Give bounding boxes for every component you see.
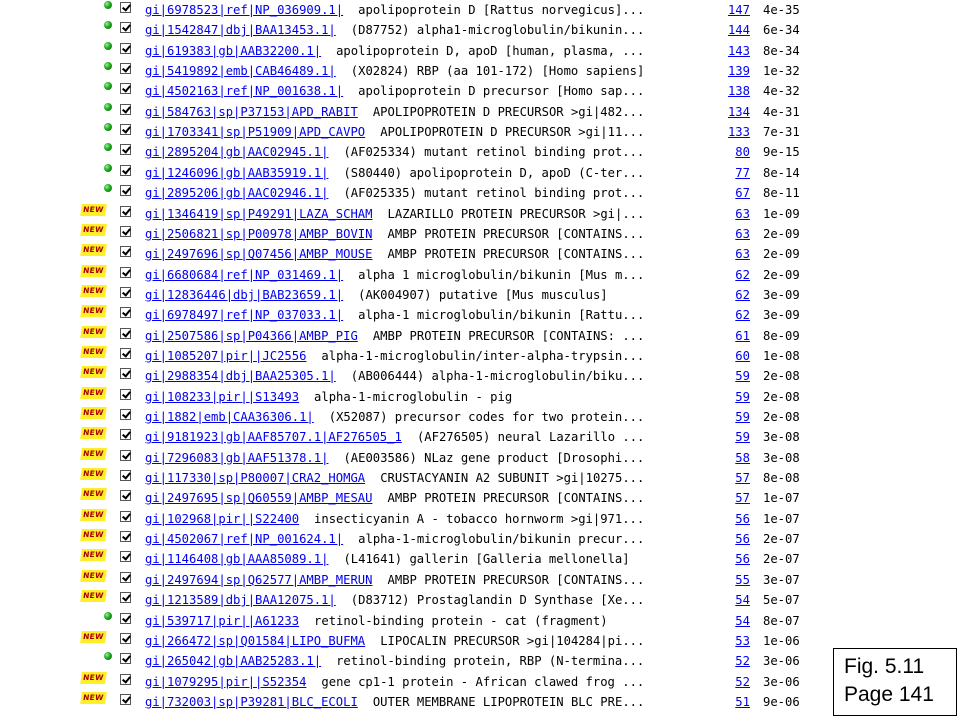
evalue: 2e-08	[763, 389, 800, 404]
new-badge	[80, 509, 120, 529]
sequence-id-link[interactable]: gi|6680684|ref|NP_031469.1|	[145, 267, 344, 282]
sequence-id-link[interactable]: gi|2497696|sp|Q07456|AMBP_MOUSE	[145, 247, 373, 262]
hit-description: APOLIPOPROTEIN D PRECURSOR >gi|482...	[372, 104, 645, 119]
select-checkbox[interactable]	[120, 307, 131, 318]
evalue: 9e-15	[763, 145, 800, 160]
table-row	[80, 672, 820, 692]
new-badge	[80, 326, 120, 346]
select-checkbox[interactable]	[120, 490, 131, 501]
green-dot-icon	[104, 652, 112, 660]
new-badge	[80, 672, 120, 692]
score-link[interactable]: 80	[735, 145, 750, 160]
table-row	[80, 346, 820, 366]
evalue: 2e-07	[763, 532, 800, 547]
select-checkbox[interactable]	[120, 551, 131, 562]
new-label: NEW	[80, 305, 106, 317]
evalue: 2e-07	[763, 552, 800, 567]
sequence-id-link[interactable]: gi|1085207|pir||JC2556	[145, 348, 307, 363]
hit-description: LAZARILLO PROTEIN PRECURSOR >gi|...	[387, 206, 645, 221]
sequence-id-link[interactable]: gi|2497694|sp|Q62577|AMBP_MERUN	[145, 572, 373, 587]
new-label: NEW	[80, 285, 106, 297]
sequence-id-link[interactable]: gi|2988354|dbj|BAA25305.1|	[145, 369, 336, 384]
new-label: NEW	[80, 672, 106, 684]
table-row	[80, 285, 820, 305]
score-link[interactable]: 59	[735, 430, 750, 445]
hit-description: (AF025335) mutant retinol binding prot...	[343, 186, 645, 201]
table-row	[80, 651, 820, 671]
sequence-id-link[interactable]: gi|1146408|gb|AAA85089.1|	[145, 552, 329, 567]
evalue: 8e-34	[763, 43, 800, 58]
new-badge	[80, 590, 120, 610]
table-row	[80, 448, 820, 468]
new-label: NEW	[80, 692, 106, 704]
hit-description: alpha-1-microglobulin/inter-alpha-trypsin...	[321, 348, 645, 363]
table-row	[80, 61, 820, 81]
linkout-dot-icon	[80, 20, 120, 40]
evalue: 2e-09	[763, 226, 800, 241]
new-badge	[80, 529, 120, 549]
new-label: NEW	[80, 326, 106, 338]
sequence-id-link[interactable]: gi|4502067|ref|NP_001624.1|	[145, 532, 344, 547]
select-checkbox[interactable]	[120, 63, 131, 74]
figure-caption	[833, 648, 957, 716]
score-link[interactable]: 55	[735, 572, 750, 587]
select-checkbox[interactable]	[120, 694, 131, 705]
figure-number: Fig. 5.11	[844, 655, 925, 678]
evalue: 1e-08	[763, 348, 800, 363]
page-number: Page 141	[844, 683, 934, 706]
sequence-id-link[interactable]: gi|9181923|gb|AAF85707.1|AF276505_1	[145, 430, 402, 445]
select-checkbox[interactable]	[120, 470, 131, 481]
new-badge	[80, 448, 120, 468]
green-dot-icon	[104, 123, 112, 131]
table-row	[80, 20, 820, 40]
hit-description: (D87752) alpha1-microglobulin/bikunin...	[350, 23, 645, 38]
score-link[interactable]: 62	[735, 267, 750, 282]
evalue: 8e-14	[763, 165, 800, 180]
select-checkbox[interactable]	[120, 83, 131, 94]
hit-description: (X02824) RBP (aa 101-172) [Homo sapiens]	[350, 64, 645, 79]
score-link[interactable]: 139	[727, 64, 750, 79]
new-badge	[80, 265, 120, 285]
select-checkbox[interactable]	[120, 572, 131, 583]
select-checkbox[interactable]	[120, 531, 131, 542]
sequence-id-link[interactable]: gi|1346419|sp|P49291|LAZA_SCHAM	[145, 206, 373, 221]
sequence-id-link[interactable]: gi|7296083|gb|AAF51378.1|	[145, 450, 329, 465]
hit-description: retinol-binding protein, RBP (N-termina...	[336, 654, 645, 669]
new-label: NEW	[80, 468, 106, 480]
new-label: NEW	[80, 529, 106, 541]
hit-description: apolipoprotein D precursor [Homo sap...	[358, 84, 645, 99]
hit-description: AMBP PROTEIN PRECURSOR [CONTAINS: ...	[372, 328, 645, 343]
hit-description: gene cp1-1 protein - African clawed frog ...	[321, 674, 645, 689]
table-row	[80, 427, 820, 447]
select-checkbox[interactable]	[120, 613, 131, 624]
new-badge	[80, 346, 120, 366]
score-link[interactable]: 52	[735, 674, 750, 689]
new-badge	[80, 468, 120, 488]
evalue: 1e-09	[763, 206, 800, 221]
table-row	[80, 41, 820, 61]
table-row	[80, 631, 820, 651]
score-link[interactable]: 59	[735, 389, 750, 404]
sequence-id-link[interactable]: gi|1246096|gb|AAB35919.1|	[145, 165, 329, 180]
linkout-dot-icon	[80, 183, 120, 203]
score-link[interactable]: 63	[735, 247, 750, 262]
score-link[interactable]: 56	[735, 511, 750, 526]
score-link[interactable]: 63	[735, 226, 750, 241]
hit-description: (AK004907) putative [Mus musculus]	[358, 287, 608, 302]
table-row	[80, 142, 820, 162]
hit-description: (S80440) apolipoprotein D, apoD (C-ter...	[343, 165, 645, 180]
select-checkbox[interactable]	[120, 43, 131, 54]
score-link[interactable]: 134	[727, 104, 750, 119]
score-link[interactable]: 54	[735, 613, 750, 628]
green-dot-icon	[104, 82, 112, 90]
table-row	[80, 102, 820, 122]
select-checkbox[interactable]	[120, 348, 131, 359]
table-row	[80, 265, 820, 285]
table-row	[80, 549, 820, 569]
select-checkbox[interactable]	[120, 2, 131, 13]
sequence-id-link[interactable]: gi|266472|sp|Q01584|LIPO_BUFMA	[145, 633, 366, 648]
sequence-id-link[interactable]: gi|5419892|emb|CAB46489.1|	[145, 64, 336, 79]
evalue: 8e-09	[763, 328, 800, 343]
sequence-id-link[interactable]: gi|2895204|gb|AAC02945.1|	[145, 145, 329, 160]
select-checkbox[interactable]	[120, 226, 131, 237]
select-checkbox[interactable]	[120, 206, 131, 217]
table-row	[80, 570, 820, 590]
evalue: 5e-07	[763, 593, 800, 608]
score-link[interactable]: 144	[727, 23, 750, 38]
sequence-id-link[interactable]: gi|539717|pir||A61233	[145, 613, 300, 628]
sequence-id-link[interactable]: gi|1079295|pir||S52354	[145, 674, 307, 689]
sequence-id-link[interactable]: gi|4502163|ref|NP_001638.1|	[145, 84, 344, 99]
score-link[interactable]: 143	[727, 43, 750, 58]
evalue: 3e-07	[763, 572, 800, 587]
evalue: 3e-06	[763, 674, 800, 689]
evalue: 1e-07	[763, 511, 800, 526]
select-checkbox[interactable]	[120, 674, 131, 685]
hit-description: alpha-1-microglobulin/bikunin precur...	[358, 532, 645, 547]
select-checkbox[interactable]	[120, 368, 131, 379]
linkout-dot-icon	[80, 611, 120, 631]
new-label: NEW	[80, 224, 106, 236]
select-checkbox[interactable]	[120, 185, 131, 196]
evalue: 2e-09	[763, 267, 800, 282]
green-dot-icon	[104, 1, 112, 9]
sequence-id-link[interactable]: gi|12836446|dbj|BAB23659.1|	[145, 287, 344, 302]
select-checkbox[interactable]	[120, 104, 131, 115]
hit-description: (AF025334) mutant retinol binding prot...	[343, 145, 645, 160]
evalue: 2e-08	[763, 369, 800, 384]
evalue: 3e-06	[763, 654, 800, 669]
table-row	[80, 468, 820, 488]
select-checkbox[interactable]	[120, 287, 131, 298]
linkout-dot-icon	[80, 81, 120, 101]
evalue: 2e-08	[763, 410, 800, 424]
green-dot-icon	[104, 164, 112, 172]
new-label: NEW	[80, 387, 106, 399]
evalue: 2e-09	[763, 247, 800, 262]
new-badge	[80, 488, 120, 508]
select-checkbox[interactable]	[120, 267, 131, 278]
linkout-dot-icon	[80, 41, 120, 61]
hit-description: (L41641) gallerin [Galleria mellonella]	[343, 552, 630, 567]
score-link[interactable]: 138	[727, 84, 750, 99]
new-badge	[80, 692, 120, 712]
score-link[interactable]: 59	[735, 369, 750, 384]
table-row	[80, 387, 820, 407]
hit-description: AMBP PROTEIN PRECURSOR [CONTAINS...	[387, 226, 645, 241]
select-checkbox[interactable]	[120, 246, 131, 257]
new-label: NEW	[80, 265, 106, 277]
new-badge	[80, 305, 120, 325]
sequence-id-link[interactable]: gi|1542847|dbj|BAA13453.1|	[145, 23, 336, 38]
table-row	[80, 305, 820, 325]
sequence-id-link[interactable]: gi|6978523|ref|NP_036909.1|	[145, 3, 344, 17]
table-row	[80, 163, 820, 183]
hit-description: alpha 1 microglobulin/bikunin [Mus m...	[358, 267, 645, 282]
new-badge	[80, 427, 120, 447]
sequence-id-link[interactable]: gi|117330|sp|P80007|CRA2_HOMGA	[145, 471, 366, 486]
hit-description: (AB006444) alpha-1-microglobulin/biku...	[350, 369, 645, 384]
linkout-dot-icon	[80, 142, 120, 162]
linkout-dot-icon	[80, 0, 120, 20]
select-checkbox[interactable]	[120, 633, 131, 644]
new-label: NEW	[80, 427, 106, 439]
hit-description: (X52087) precursor codes for two protein...	[328, 410, 645, 424]
green-dot-icon	[104, 21, 112, 29]
evalue: 1e-32	[763, 64, 800, 79]
score-link[interactable]: 51	[735, 694, 750, 709]
select-checkbox[interactable]	[120, 592, 131, 603]
table-row	[80, 611, 820, 631]
new-badge	[80, 570, 120, 590]
new-badge	[80, 631, 120, 651]
green-dot-icon	[104, 42, 112, 50]
table-row	[80, 0, 820, 20]
evalue: 3e-09	[763, 287, 800, 302]
hit-description: (AF276505) neural Lazarillo ...	[416, 430, 645, 445]
hit-description: insecticyanin A - tobacco hornworm >gi|971...	[314, 511, 645, 526]
table-row	[80, 244, 820, 264]
score-link[interactable]: 59	[735, 410, 750, 424]
table-row	[80, 326, 820, 346]
table-row	[80, 122, 820, 142]
hit-description: APOLIPOPROTEIN D PRECURSOR >gi|11...	[380, 125, 645, 140]
new-label: NEW	[80, 549, 106, 561]
new-badge	[80, 407, 120, 427]
evalue: 3e-08	[763, 430, 800, 445]
hit-description: CRUSTACYANIN A2 SUBUNIT >gi|10275...	[380, 471, 645, 486]
sequence-id-link[interactable]: gi|619383|gb|AAB32200.1|	[145, 43, 322, 58]
evalue: 6e-34	[763, 23, 800, 38]
new-label: NEW	[80, 204, 106, 216]
evalue: 4e-32	[763, 84, 800, 99]
new-label: NEW	[80, 407, 106, 419]
select-checkbox[interactable]	[120, 144, 131, 155]
sequence-id-link[interactable]: gi|1703341|sp|P51909|APD_CAVPO	[145, 125, 366, 140]
new-label: NEW	[80, 488, 106, 500]
evalue: 8e-08	[763, 471, 800, 486]
new-label: NEW	[80, 346, 106, 358]
green-dot-icon	[104, 184, 112, 192]
linkout-dot-icon	[80, 61, 120, 81]
sequence-id-link[interactable]: gi|2895206|gb|AAC02946.1|	[145, 186, 329, 201]
green-dot-icon	[104, 143, 112, 151]
hit-description: alpha-1-microglobulin - pig	[314, 389, 513, 404]
evalue: 7e-31	[763, 125, 800, 140]
select-checkbox[interactable]	[120, 389, 131, 400]
select-checkbox[interactable]	[120, 124, 131, 135]
score-link[interactable]: 56	[735, 552, 750, 567]
hit-description: LIPOCALIN PRECURSOR >gi|104284|pi...	[380, 633, 645, 648]
score-link[interactable]: 67	[735, 186, 750, 201]
score-link[interactable]: 63	[735, 206, 750, 221]
select-checkbox[interactable]	[120, 511, 131, 522]
score-link[interactable]: 57	[735, 491, 750, 506]
hit-description: (D83712) Prostaglandin D Synthase [Xe...	[350, 593, 645, 608]
linkout-dot-icon	[80, 651, 120, 671]
hit-description: AMBP PROTEIN PRECURSOR [CONTAINS...	[387, 491, 645, 506]
table-row	[80, 692, 820, 712]
new-badge	[80, 244, 120, 264]
hit-description: AMBP PROTEIN PRECURSOR [CONTAINS...	[387, 247, 645, 262]
new-label: NEW	[80, 509, 106, 521]
table-row	[80, 183, 820, 203]
table-row	[80, 366, 820, 386]
sequence-id-link[interactable]: gi|1882|emb|CAA36306.1|	[145, 410, 314, 424]
score-link[interactable]: 52	[735, 654, 750, 669]
table-row	[80, 529, 820, 549]
new-badge	[80, 204, 120, 224]
sequence-id-link[interactable]: gi|2506821|sp|P00978|AMBP_BOVIN	[145, 226, 373, 241]
score-link[interactable]: 77	[735, 165, 750, 180]
sequence-id-link[interactable]: gi|108233|pir||S13493	[145, 389, 300, 404]
table-row	[80, 81, 820, 101]
linkout-dot-icon	[80, 102, 120, 122]
score-link[interactable]: 62	[735, 308, 750, 323]
score-link[interactable]: 61	[735, 328, 750, 343]
green-dot-icon	[104, 62, 112, 70]
evalue: 1e-06	[763, 633, 800, 648]
hit-description: apolipoprotein D, apoD [human, plasma, ...	[336, 43, 645, 58]
new-badge	[80, 549, 120, 569]
table-row	[80, 407, 820, 427]
score-link[interactable]: 147	[727, 3, 750, 17]
select-checkbox[interactable]	[120, 450, 131, 461]
evalue: 8e-07	[763, 613, 800, 628]
new-label: NEW	[80, 631, 106, 643]
green-dot-icon	[104, 103, 112, 111]
new-label: NEW	[80, 570, 106, 582]
linkout-dot-icon	[80, 163, 120, 183]
evalue: 8e-11	[763, 186, 800, 201]
sequence-id-link[interactable]: gi|2507586|sp|P04366|AMBP_PIG	[145, 328, 358, 343]
new-badge	[80, 224, 120, 244]
blast-hit-list	[80, 0, 820, 720]
score-link[interactable]: 57	[735, 471, 750, 486]
sequence-id-link[interactable]: gi|102968|pir||S22400	[145, 511, 300, 526]
score-link[interactable]: 56	[735, 532, 750, 547]
table-row	[80, 224, 820, 244]
evalue: 4e-35	[763, 3, 800, 17]
new-label: NEW	[80, 590, 106, 602]
select-checkbox[interactable]	[120, 328, 131, 339]
new-label: NEW	[80, 244, 106, 256]
table-row	[80, 204, 820, 224]
linkout-dot-icon	[80, 122, 120, 142]
table-row	[80, 488, 820, 508]
score-link[interactable]: 133	[727, 125, 750, 140]
score-link[interactable]: 62	[735, 287, 750, 302]
hit-description: retinol-binding protein - cat (fragment)	[314, 613, 608, 628]
new-label: NEW	[80, 366, 106, 378]
evalue: 9e-06	[763, 694, 800, 709]
score-link[interactable]: 53	[735, 633, 750, 648]
new-badge	[80, 366, 120, 386]
hit-description: AMBP PROTEIN PRECURSOR [CONTAINS...	[387, 572, 645, 587]
table-row	[80, 509, 820, 529]
select-checkbox[interactable]	[120, 429, 131, 440]
sequence-id-link[interactable]: gi|2497695|sp|Q60559|AMBP_MESAU	[145, 491, 373, 506]
new-badge	[80, 285, 120, 305]
select-checkbox[interactable]	[120, 409, 131, 420]
evalue: 3e-09	[763, 308, 800, 323]
select-checkbox[interactable]	[120, 22, 131, 33]
hit-description: (AE003586) NLaz gene product [Drosophi...	[343, 450, 645, 465]
hit-description: alpha-1 microglobulin/bikunin [Rattu...	[358, 308, 645, 323]
select-checkbox[interactable]	[120, 165, 131, 176]
sequence-id-link[interactable]: gi|6978497|ref|NP_037033.1|	[145, 308, 344, 323]
score-link[interactable]: 60	[735, 348, 750, 363]
table-row	[80, 590, 820, 610]
sequence-id-link[interactable]: gi|732003|sp|P39281|BLC_ECOLI	[145, 694, 358, 709]
evalue: 1e-07	[763, 491, 800, 506]
evalue: 3e-08	[763, 450, 800, 465]
hit-description: OUTER MEMBRANE LIPOPROTEIN BLC PRE...	[372, 694, 645, 709]
evalue: 4e-31	[763, 104, 800, 119]
score-link[interactable]: 54	[735, 593, 750, 608]
sequence-id-link[interactable]: gi|265042|gb|AAB25283.1|	[145, 654, 322, 669]
new-badge	[80, 387, 120, 407]
score-link[interactable]: 58	[735, 450, 750, 465]
sequence-id-link[interactable]: gi|1213589|dbj|BAA12075.1|	[145, 593, 336, 608]
sequence-id-link[interactable]: gi|584763|sp|P37153|APD_RABIT	[145, 104, 358, 119]
select-checkbox[interactable]	[120, 653, 131, 664]
new-label: NEW	[80, 448, 106, 460]
green-dot-icon	[104, 612, 112, 620]
hit-description: apolipoprotein D [Rattus norvegicus]...	[358, 3, 645, 17]
